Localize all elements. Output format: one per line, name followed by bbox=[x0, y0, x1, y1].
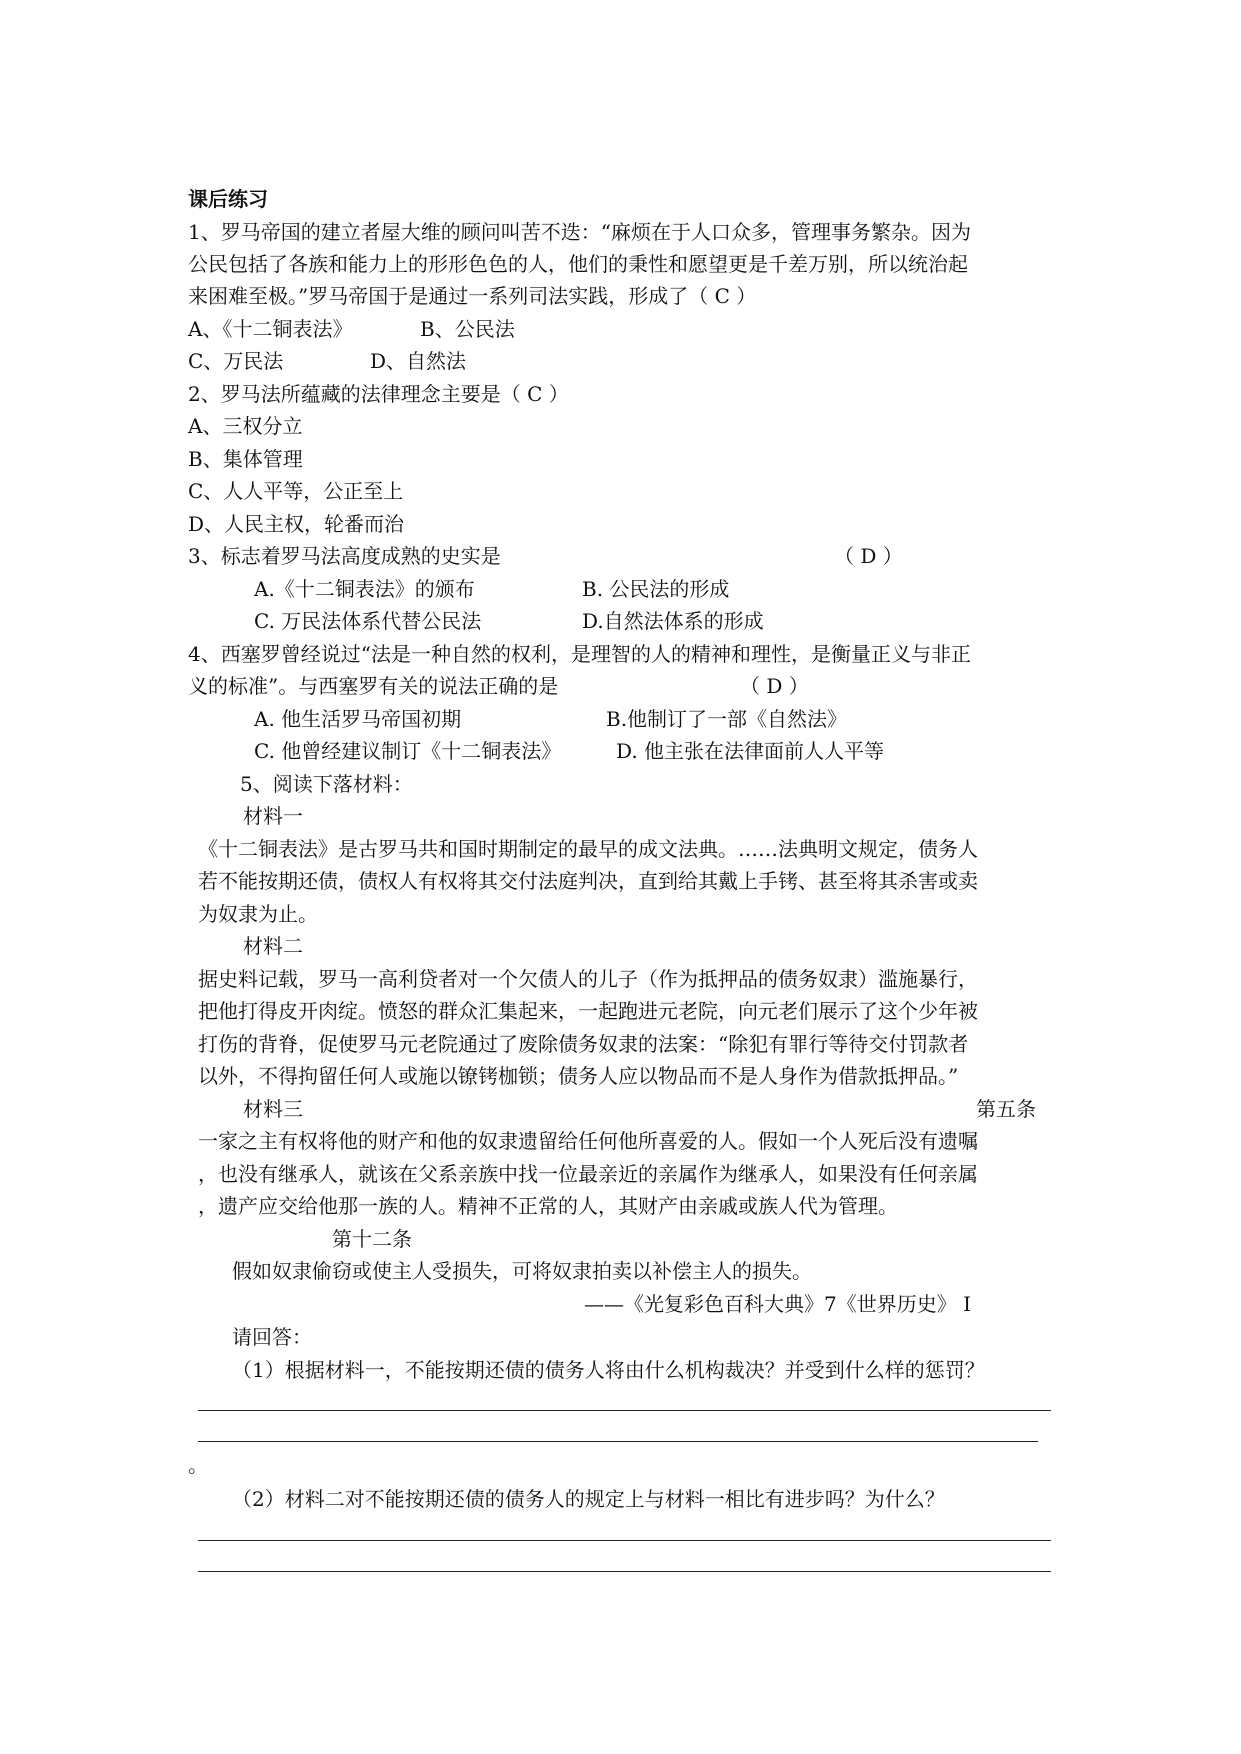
answer-line[interactable] bbox=[198, 1410, 1051, 1411]
material-2-line-3: 打伤的背脊，促使罗马元老院通过了废除债务奴隶的法案：“除犯有罪行等待交付罚款者 bbox=[198, 1032, 969, 1056]
material-3-label: 材料三 bbox=[243, 1097, 303, 1121]
material-2-label: 材料二 bbox=[243, 934, 303, 958]
q2-option-b: B、集体管理 bbox=[188, 447, 303, 471]
q4-line-1: 4、西塞罗曾经说过“法是一种自然的权利，是理智的人的精神和理性，是衡量正义与非正 bbox=[188, 642, 971, 666]
material-1-line-2: 若不能按期还债，债权人有权将其交付法庭判决，直到给其戴上手铐、甚至将其杀害或卖 bbox=[198, 869, 978, 893]
answer-line[interactable] bbox=[198, 1441, 1038, 1442]
source-citation: ——《光复彩色百科大典》7《世界历史》 I bbox=[584, 1292, 971, 1316]
q4-line-2: 义的标准”。与西塞罗有关的说法正确的是 bbox=[188, 674, 559, 698]
q1-line-2: 公民包括了各族和能力上的形形色色的人，他们的秉性和愿望更是千差万别，所以统治起 bbox=[188, 252, 968, 276]
q1-option-b: B、公民法 bbox=[420, 317, 515, 341]
q2-option-a: A、三权分立 bbox=[188, 414, 303, 438]
material-2-line-1: 据史料记载，罗马一高利贷者对一个欠债人的儿子（作为抵押品的债务奴隶）滥施暴行， bbox=[198, 967, 978, 991]
answer-end-mark: 。 bbox=[188, 1453, 208, 1477]
q4-option-a: A. 他生活罗马帝国初期 bbox=[254, 707, 462, 731]
q2-option-c: C、人人平等，公正至上 bbox=[188, 479, 404, 503]
sub-question-1: （1）根据材料一，不能按期还债的债务人将由什么机构裁决？并受到什么样的惩罚？ bbox=[232, 1358, 985, 1382]
q3-option-c: C. 万民法体系代替公民法 bbox=[254, 609, 482, 633]
q4-option-d: D. 他主张在法律面前人人平等 bbox=[616, 739, 885, 763]
article-12-text: 假如奴隶偷窃或使主人受损失，可将奴隶拍卖以补偿主人的损失。 bbox=[232, 1259, 812, 1283]
q2-stem: 2、罗马法所蕴藏的法律理念主要是（ C ） bbox=[188, 382, 569, 406]
material-1-label: 材料一 bbox=[243, 804, 303, 828]
q3-option-d: D.自然法体系的形成 bbox=[582, 609, 764, 633]
exercise-title: 课后练习 bbox=[188, 187, 268, 211]
material-2-line-4: 以外，不得拘留任何人或施以镣铐枷锁；债务人应以物品而不是人身作为借款抵押品。” bbox=[198, 1064, 959, 1088]
material-3-line-3: ，遗产应交给他那一族的人。精神不正常的人，其财产由亲戚或族人代为管理。 bbox=[198, 1194, 898, 1218]
q1-option-c: C、万民法 bbox=[188, 349, 284, 373]
article-12-label: 第十二条 bbox=[332, 1227, 412, 1251]
answer-prompt: 请回答： bbox=[232, 1325, 312, 1349]
q3-stem: 3、标志着罗马法高度成熟的史实是 bbox=[188, 544, 501, 568]
q1-option-a: A、《十二铜表法》 bbox=[188, 317, 353, 341]
sub-question-2: （2）材料二对不能按期还债的债务人的规定上与材料一相比有进步吗？为什么？ bbox=[232, 1487, 945, 1511]
q1-line-3: 来困难至极。”罗马帝国于是通过一系列司法实践，形成了（ C ） bbox=[188, 284, 757, 308]
material-3-line-1: 一家之主有权将他的财产和他的奴隶遗留给任何他所喜爱的人。假如一个人死后没有遗嘱 bbox=[198, 1129, 978, 1153]
article-5-label: 第五条 bbox=[976, 1097, 1036, 1121]
material-1-line-3: 为奴隶为止。 bbox=[198, 902, 318, 926]
answer-line[interactable] bbox=[198, 1540, 1051, 1541]
q1-line-1: 1、罗马帝国的建立者屋大维的顾问叫苦不迭：“麻烦在于人口众多，管理事务繁杂。因为 bbox=[188, 220, 971, 244]
q3-answer: （ D ） bbox=[834, 544, 903, 568]
q1-option-d: D、自然法 bbox=[370, 349, 467, 373]
material-1-line-1: 《十二铜表法》是古罗马共和国时期制定的最早的成文法典。……法典明文规定，债务人 bbox=[198, 837, 978, 861]
q4-option-c: C. 他曾经建议制订《十二铜表法》 bbox=[254, 739, 562, 763]
answer-line[interactable] bbox=[198, 1571, 1051, 1572]
q2-option-d: D、人民主权，轮番而治 bbox=[188, 512, 405, 536]
q4-answer: （ D ） bbox=[740, 674, 809, 698]
q3-option-b: B. 公民法的形成 bbox=[582, 577, 730, 601]
material-3-line-2: ，也没有继承人，就该在父系亲族中找一位最亲近的亲属作为继承人，如果没有任何亲属 bbox=[198, 1162, 978, 1186]
q3-option-a: A.《十二铜表法》的颁布 bbox=[254, 577, 475, 601]
q5-stem: 5、阅读下落材料： bbox=[240, 772, 413, 796]
q4-option-b: B.他制订了一部《自然法》 bbox=[606, 707, 848, 731]
material-2-line-2: 把他打得皮开肉绽。愤怒的群众汇集起来，一起跑进元老院，向元老们展示了这个少年被 bbox=[198, 999, 978, 1023]
